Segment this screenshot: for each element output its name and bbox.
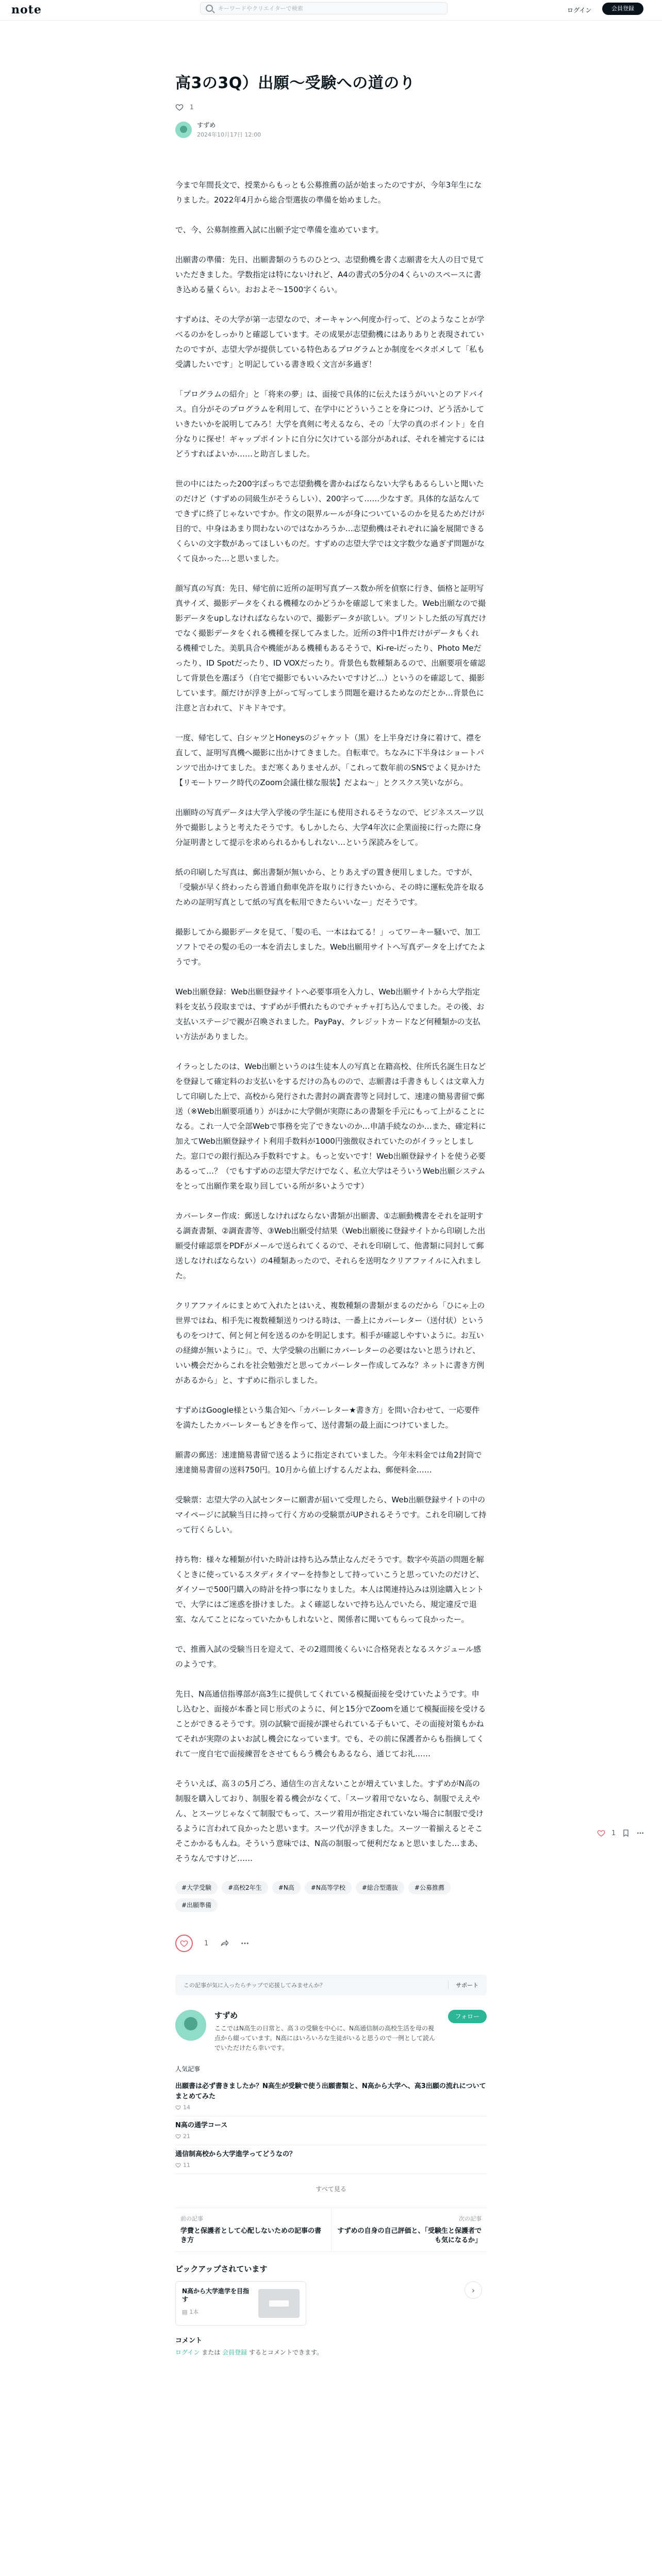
paragraph: すずめは、その大学が第一志望なので、オーキャンへ何度か行って、どのようなことが学べるのかをしっかりと確認しています。その成果が志望動機にはありありと表現されていたのですが、志望大学が提供している特色あるプログラムとか制度をベタボメして「私も受講したいです」と明記している書き殴く文言が多過ぎ！ <box>175 315 485 369</box>
paragraph: すずめはGoogle様という集合知へ「カバーレター★書き方」を問い合わせて、一応要件を満たしたカバーレターもどきを作って、送付書類の最上面につけていました。 <box>175 1405 480 1430</box>
heart-icon <box>175 2133 181 2139</box>
document-icon: ▤ <box>182 2308 188 2315</box>
tag[interactable]: #出願準備 <box>175 1899 218 1912</box>
tag[interactable]: #N高等学校 <box>305 1881 352 1894</box>
prev-title[interactable]: 学費と保護者として心配しないための記事の書き方 <box>180 2227 322 2244</box>
tag[interactable]: #N高 <box>272 1881 301 1894</box>
paragraph: で、推薦入試の受験当日を迎えて、その2週間後くらいに合格発表となるスケジュール感のようです。 <box>175 1645 482 1669</box>
article-body <box>175 178 487 1866</box>
heart-icon[interactable] <box>597 1829 605 1837</box>
paragraph: 出願書の準備：先日、出願書類のうちのひとつ、志望動機を書く志願書を大人の目で見ていただきました。学数指定は特にないけれど、A4の書式の5分の4くらいのスペースに書き込める量くらい。おおよそ〜1500字くらい。 <box>175 255 485 294</box>
thumbnail-banner <box>269 2300 289 2307</box>
pickup-title: ピックアップされています <box>175 2264 268 2274</box>
comment-prompt <box>175 2348 487 2357</box>
popular-label: 人気記事 <box>175 2065 201 2073</box>
popular-item[interactable] <box>175 2077 487 2116</box>
support-button[interactable]: サポート <box>448 1981 478 1989</box>
see-all-link[interactable]: すべて見る <box>316 2185 346 2193</box>
popular-title[interactable]: N高の通学コース <box>175 2122 228 2129</box>
popular-item[interactable] <box>175 2116 487 2145</box>
signup-button[interactable]: 会員登録 <box>602 3 643 15</box>
search-input[interactable] <box>217 5 436 12</box>
paragraph: 出願時の写真データは大学入学後の学生証にも使用されるそうなので、ビジネススーツ以外で撮影しようと考えたそうです。もしかしたら、大学4年次に企業面接に行った際に身分証明書として提示を求められるかもしれない…という深読みをして。 <box>175 808 484 847</box>
article-title: 高3の3Q）出願〜受験への道のり <box>175 74 416 92</box>
tag-list <box>175 1881 487 1912</box>
profile-name[interactable]: すずめ <box>214 2011 238 2020</box>
post-date: 2024年10月17日 12:00 <box>197 131 261 138</box>
login-button[interactable]: ログイン <box>567 7 592 14</box>
like-row <box>175 103 487 111</box>
paragraph: 撮影してから撮影データを見て、「髪の毛、一本はねてる！」ってワーキー騒いで、加工ソフトでその髪の毛の一本を消去しました。Web出願用サイトへ写真データを上げてたようです。 <box>175 927 486 967</box>
paragraph: で、今、公募制推薦入試に出願予定で準備を進めています。 <box>175 225 384 234</box>
chevron-right-icon[interactable]: › <box>465 2281 482 2299</box>
action-like-count: 1 <box>204 1939 209 1947</box>
next-article-link[interactable] <box>331 2208 487 2251</box>
heart-icon <box>180 1939 188 1947</box>
popular-like-count: 14 <box>183 2104 190 2111</box>
tag[interactable]: #大学受験 <box>175 1881 218 1894</box>
heart-icon[interactable] <box>175 103 184 111</box>
like-button[interactable] <box>175 1935 193 1952</box>
profile-bio: ここではN高生の日常と、高３の受験を中心に、N高通信制の高校生活を母の視点から綴っています。N高にはいろいろな生徒がいると思うので一例として読んでいただけたら幸いです。 <box>214 2025 436 2052</box>
paragraph: 顔写真の写真：先日、帰宅前に近所の証明写真ブース数か所を偵察に行き、価格と証明写真サイズ、撮影データをくれる機種なのかどうかを確認して来ました。Web出願なので撮影データをupしなければならないので、撮影データが欲しい。プリントした紙の写真だけでなく撮影データをくれる機種を探してみました。近所の3件中1件だけがデータもくれる機種でした。美肌具合や機能がある機種もあるそうで、Ki-re-iだったり、Photo Meだったり、ID Spotだったり、ID VOXだったり。背景色も数種類あるので、出願要項を確認して背景色を選ぼう（自宅で撮影でもいいみたいですけど…）というのを確認して、撮影しています。顔だけが浮き上がって写ってしまう問題を避けるためなのだとか…背景色に注意と言われて、ドキドキです。 <box>175 584 487 713</box>
prev-next-nav <box>175 2208 487 2252</box>
paragraph: 願書の郵送：速達簡易書留で送るように指定されていました。今年未料金では角2封筒で速達簡易書留の送料750円。10月から値上げするんだよね、郵便料金…… <box>175 1450 482 1475</box>
note-logo[interactable]: note <box>11 3 42 16</box>
popular-title[interactable]: 通信制高校から大学進学ってどうなの？ <box>175 2150 296 2158</box>
author-avatar[interactable] <box>175 2010 206 2041</box>
paragraph: クリアファイルにまとめて入れたとはいえ、複数種類の書類がまるのだから「ひにゃ上の世界ではね、相手先に複数種類送りつける時は、一番上にカバーレター（送付状）というものをつけて、何と何と何を送るのかを明記します。相手が確認しやすいように。お互いの経緯が無いように」。で、大学受験の出願にカバーレターの必要はないと思うけれど、いい機会だからこれを社会勉強だと思ってカバーレター作成してみな？ネットに書き方例があるから」と、すずめに指示しました。 <box>175 1301 485 1385</box>
article <box>175 72 487 2357</box>
pickup-count-value: 1本 <box>189 2309 199 2315</box>
bookmark-icon[interactable] <box>622 1829 630 1837</box>
pickup-thumbnail <box>258 2289 300 2318</box>
floating-like-count: 1 <box>611 1829 616 1837</box>
paragraph: 「プログラムの紹介」と「将来の夢」は、面接で具体的に伝えたほうがいいとのアドバイス。自分がそのプログラムを利用して、在学中にどういうことを身につけ、どう活かしていきたいかを説明してみろ！大学を真剣に考えるなら、その「大学の真のポイント」を自分なりに探せ！ギャップポイントに自分に欠けている部分があれば、それを補完するにはどうすればよいか……と助言しました。 <box>175 389 485 459</box>
paragraph: 一度、帰宅して、白シャツとHoneysのジャケット（黒）を上半身だけ身に着けて、襟を直して、証明写真機へ撮影に出かけてきました。自転車で。ちなみに下半身はショートパンツで出かけてました。まだ寒くありませんが、「これって数年前のSNSでよく見かけた【リモートワーク時代のZoom会議仕様な服装】だよね〜」とクスクス笑いながら。 <box>175 733 484 787</box>
paragraph: 受験票：志望大学の入試センターに願書が届いて受理したら、Web出願登録サイトの中のマイページに試験当日に持って行く方めの受験票がUPされるそうです。これを印刷して持って行くらしい。 <box>175 1495 487 1534</box>
paragraph: Web出願登録：Web出願登録サイトへ必要事項を入力し、Web出願サイトから大学指定料を支払う段取までは、すずめが手慣れたものでチャチャ打ち込んでました。その後、お支払いステージで親が召喚されました。PayPay、クレジットカードなど何種類かの支払い方法がありました。 <box>175 987 485 1041</box>
tag[interactable]: #総合型選抜 <box>356 1881 404 1894</box>
paragraph: 世の中にはたった200字ぽっちで志望動機を書かねばならない大学もあるらしいと聞いたのだけど（すずめの同級生がそうらしい）、200字って……少なすぎ。具体的な話なんてできずに終了じゃないですか。作文の限界ルールが身についているのかを見るためだけが目的で、中身はあまり問わないのではなかろうか…志望動機はそれぞれに論を展開できるくらいの文字数があってほしいものだ。すずめの志望大学では文字数少な過ぎず問題がなくて良かった…と思いました。 <box>175 479 485 563</box>
search-icon <box>206 5 213 12</box>
paragraph: 先日、N高通信指導部が高3生に提供してくれている模擬面接を受けていたようです。申し込むと、面接が本番と同じ形式のように、何と15分でZoomを通じて模擬面接を受けることができるそうです。別の試験で面接が課せられている子もいて、その面接対策もかねてそれが実際のよいお試し機会になっています。でも、その前に保護者からも指摘してくれて一度自宅で面接練習をさせてもらう機会もあるなら、通じてお礼…… <box>175 1689 486 1758</box>
popular-item[interactable] <box>175 2145 487 2174</box>
more-icon[interactable] <box>636 1829 644 1837</box>
site-header <box>0 0 662 21</box>
support-prompt: この記事が気に入ったらチップで応援してみませんか？ <box>184 1982 325 1989</box>
article-actions <box>175 1935 487 1952</box>
paragraph: イラっとしたのは、Web出願というのは生徒本人の写真と在籍高校、住所氏名誕生日などを登録して確定料のお支払いをするだけの為ものので、志願書は手書きもしくは文章入力して印刷した上で、高校から発行された書封の調査書等と同封して、速達の簡易書留で郵送（※Web出願要項通り）がほかに大学側が実際にあの書類を手元にもって上がることになる。これ一人で全部Webで事務を完了できないのか…申請手続なのか…また、確定料に加えてWeb出願登録サイト利用手数料が1000円強徴収されていたのがイラッとしました。窓口での銀行振込み手数料ですよ。もっと安いです！Web出願登録サイトを使う必要あるって…？（でもすずめの志望大学だけでなく、私立大学はそういうWeb出願システムをとって出願作業を取り回している所が多いようです） <box>175 1062 486 1191</box>
comment-title: コメント <box>175 2337 203 2345</box>
floating-actions <box>597 1829 644 1837</box>
popular-like-count: 21 <box>183 2133 190 2140</box>
share-icon[interactable] <box>220 1939 229 1948</box>
avatar[interactable] <box>175 122 192 138</box>
prev-article-link[interactable] <box>175 2208 331 2251</box>
paragraph: 今まで年間長文で、授業からもっとも公募推薦の話が始まったのですが、今年3年生になりました。2022年4月から総合型選抜の準備を始めました。 <box>175 180 482 205</box>
author-name[interactable]: すずめ <box>197 122 216 129</box>
author-profile-card <box>175 2010 487 2053</box>
search-box[interactable] <box>200 2 448 14</box>
paragraph: カバーレター作成：郵送しなければならない書類が出願書、①志願動機書をそれを証明する調査書類、②調査書等、③Web出願受付結果（Web出願後に登録サイトから印刷した出願受付確認票をPDFがメールで送られてくるので、それを印刷して、他書類に同封して郵送しなければならない）の4種類あったので、それらを送明なクリアファイルに入れました。 <box>175 1211 486 1280</box>
pickup-card-name[interactable]: N高から大学進学を目指す <box>182 2287 250 2303</box>
support-bar <box>175 1975 487 1995</box>
popular-like <box>175 2133 487 2140</box>
paragraph: そういえば、高３の5月ごろ、通信生の言えないことが増えていました。すずめがN高の制服を購入しており、制服を着る機会がなくて、「スーツ着用でないなら、制服でええやん、とスーツじゃなくて制服でもって、スーツ着用が指定されていない場合に制服で受けるように言われて良かったと思います。スーツ代が浮きました。スーツ一着揃えるとそこそこかかるもんね。そういう意味では、N高の制服って便利だなぁと思いました…まあ、そうなんですけど…… <box>175 1779 484 1863</box>
next-title[interactable]: すずめの自身の自己評価と、「受験生と保護者でも気になるか」 <box>337 2227 482 2244</box>
comment-tail: するとコメントできます。 <box>249 2349 323 2356</box>
author-row[interactable] <box>175 121 487 139</box>
pickup-section <box>175 2263 487 2326</box>
heart-icon <box>175 2105 181 2110</box>
comment-or: または <box>202 2349 221 2356</box>
popular-like-count: 11 <box>183 2162 190 2168</box>
like-count: 1 <box>190 104 194 111</box>
heart-icon <box>175 2162 181 2168</box>
more-icon[interactable] <box>240 1939 250 1948</box>
tag[interactable]: #高校2年生 <box>222 1881 268 1894</box>
comment-signup-link[interactable]: 会員登録 <box>222 2349 247 2356</box>
prev-label: 前の記事 <box>180 2215 203 2222</box>
paragraph: 持ち物：様々な種類が付いた時計は持ち込み禁止なんだそうです。数字や英語の問題を解くときに使っているスタディタイマーを持参として持っていこうと思っていたのだけど、ダイソーで500円購入の時計を持つ事になりました。本人は関連持込みは別途購入ヒントで、大学にはご迷惑を掛けました。よく確認しないで持ち込んでいたら、規定違反で退室、なんてことになっていたかもしれないと、関係者に聞いてもらって良かったー。 <box>175 1555 484 1624</box>
paragraph: 紙の印刷した写真は、郵出書類が無いから、とりあえずの置き便用しました。ですが、「受験が早く終わったら普通自動車免許を取りに行きたいから、その時に運転免許を取るための証明写真として紙の写真を転用できたらいいなー」だそうです。 <box>175 868 485 907</box>
tag[interactable]: #公募推薦 <box>408 1881 451 1894</box>
popular-like <box>175 2162 487 2168</box>
popular-like <box>175 2104 487 2111</box>
pickup-card[interactable] <box>175 2281 306 2326</box>
popular-title[interactable]: 出願書は必ず書きましたか？N高生が受験で使う出願書類と、N高から大学へ、高3出願の流れについてまとめてみた <box>175 2082 486 2100</box>
follow-button[interactable]: フォロー <box>448 2010 487 2023</box>
comment-login-link[interactable]: ログイン <box>175 2349 200 2356</box>
next-label: 次の記事 <box>459 2215 482 2222</box>
